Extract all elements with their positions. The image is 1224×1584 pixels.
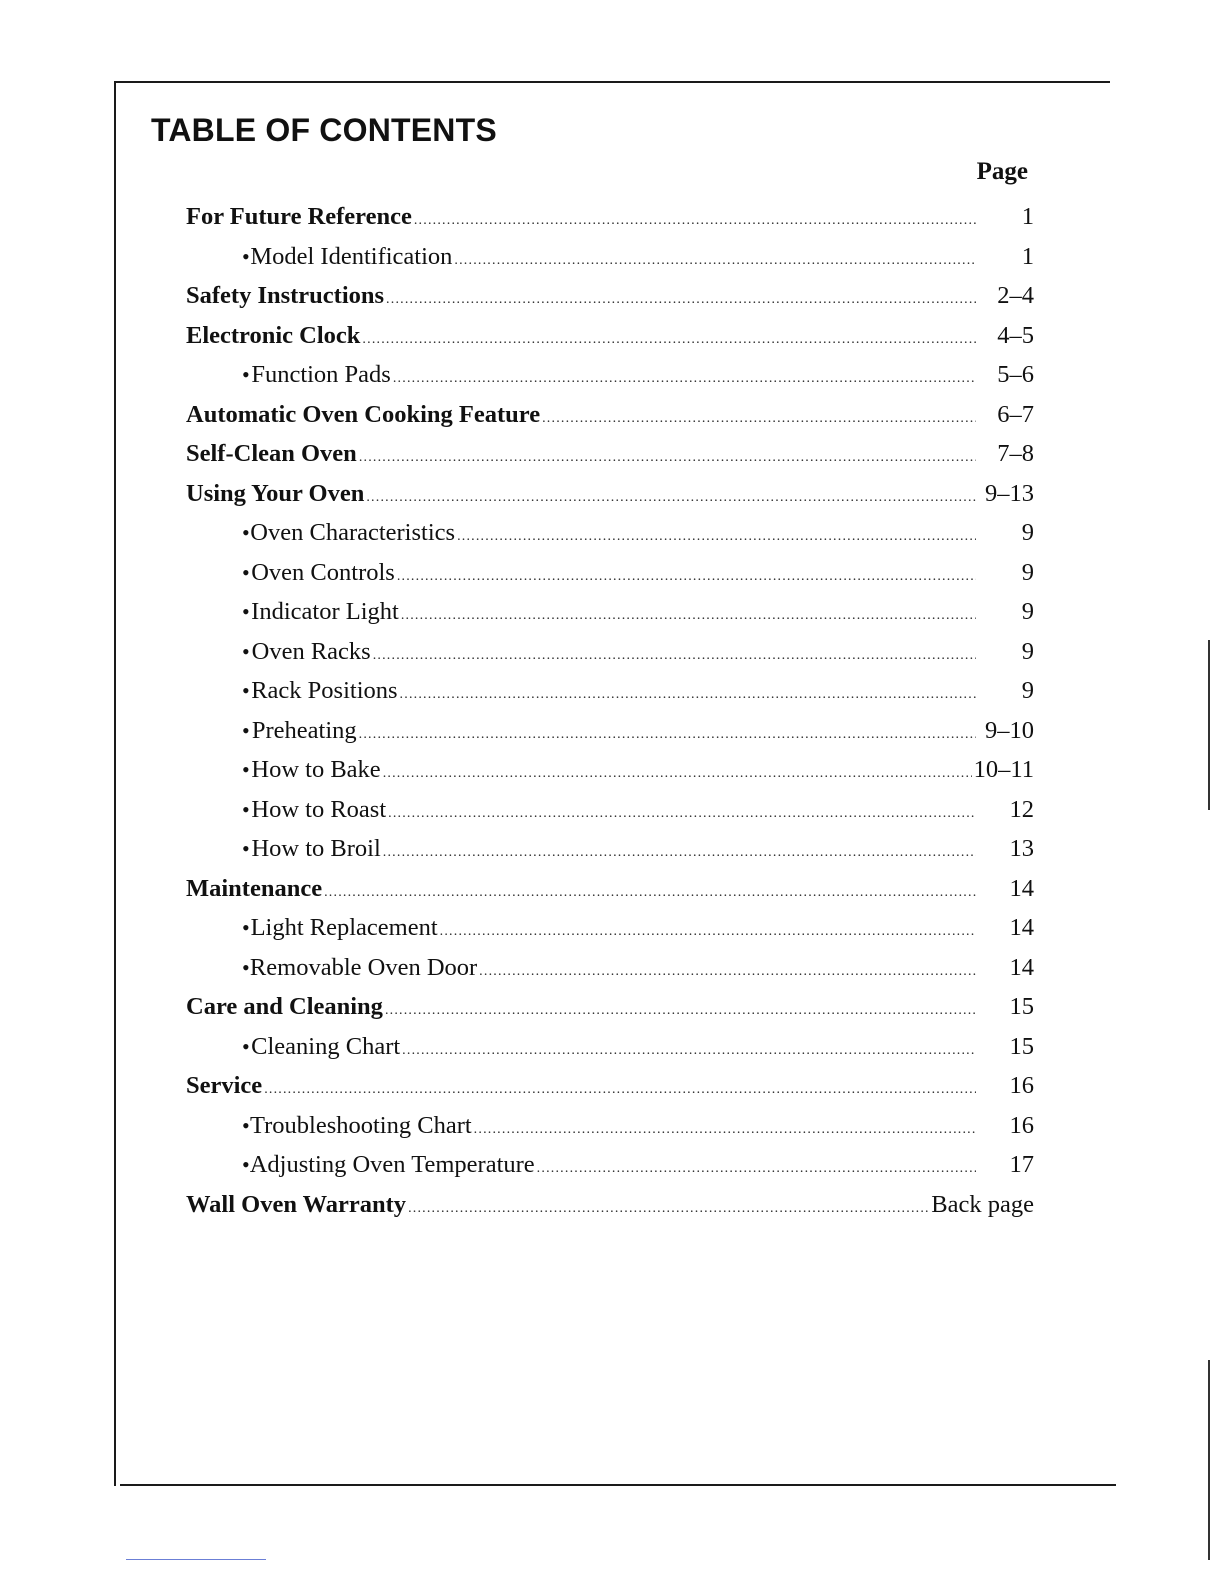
toc-subsection-row: [186, 750, 1034, 790]
toc-page-number: 15: [1009, 993, 1034, 1020]
bullet-icon: •: [242, 915, 250, 940]
toc-subsection-row: [186, 553, 1034, 593]
toc-section-row: [186, 197, 1034, 237]
toc-section-row: [186, 1185, 1034, 1225]
toc-page-number: 9–10: [985, 716, 1034, 744]
dot-leader: [408, 1189, 929, 1229]
toc-entry-label: Care and Cleaning: [186, 993, 383, 1020]
toc-page-number: 10–11: [973, 756, 1034, 783]
bullet-icon: •: [242, 717, 250, 743]
toc-page-number: 9–13: [985, 479, 1034, 507]
dot-leader: [542, 399, 976, 439]
toc-section-row: [186, 316, 1034, 356]
toc-page-number: 9: [1021, 598, 1034, 625]
bullet-icon: •: [242, 559, 250, 585]
dot-leader: [362, 320, 976, 360]
toc-entry-label: Electronic Clock: [186, 321, 361, 349]
dot-leader: [393, 359, 976, 399]
dot-leader: [400, 675, 976, 715]
toc-page-number: Back page: [931, 1190, 1034, 1218]
toc-subsection-row: [186, 513, 1034, 553]
dot-leader: [440, 912, 976, 952]
toc-subsection-row: [186, 1027, 1034, 1067]
dot-leader: [474, 1110, 976, 1150]
toc-entry-label: Light Replacement: [250, 914, 438, 941]
toc-page-number: 7–8: [997, 440, 1034, 467]
toc-section-row: [186, 869, 1034, 909]
dot-leader: [386, 280, 976, 320]
page-column-header: Page: [976, 158, 1028, 185]
dot-leader: [454, 241, 976, 281]
bullet-icon: •: [242, 954, 250, 980]
bullet-icon: •: [242, 243, 250, 269]
toc-page-number: 6–7: [997, 400, 1034, 428]
toc-entry-label: Indicator Light: [251, 598, 399, 625]
toc-page-number: 15: [1009, 1032, 1034, 1060]
toc-subsection-row: [186, 948, 1034, 988]
toc-page-number: 9: [1021, 637, 1034, 665]
toc-entry-label: Self-Clean Oven: [186, 440, 357, 467]
scan-edge-mark: [1208, 1360, 1210, 1560]
toc-section-row: [186, 434, 1034, 474]
toc-entry-label: How to Bake: [251, 756, 381, 783]
toc-subsection-row: [186, 790, 1034, 830]
toc-page-number: 13: [1009, 835, 1034, 862]
toc-entry-label: Cleaning Chart: [251, 1032, 401, 1060]
toc-subsection-row: [186, 1145, 1034, 1185]
dot-leader: [264, 1070, 976, 1110]
dot-leader: [397, 557, 976, 597]
bullet-icon: •: [242, 757, 250, 782]
toc-entry-label: How to Broil: [251, 835, 381, 862]
toc-entry-label: Oven Racks: [251, 637, 371, 665]
dot-leader: [383, 754, 972, 794]
toc-subsection-row: [186, 829, 1034, 869]
toc-entry-label: Function Pads: [251, 361, 391, 388]
dot-leader: [385, 991, 976, 1031]
toc-entry-label: Adjusting Oven Temperature: [249, 1151, 535, 1178]
toc-entry-label: Maintenance: [186, 874, 323, 902]
toc-subsection-row: [186, 711, 1034, 751]
toc-entry-label: Model Identification: [250, 242, 453, 270]
toc-entry-label: Preheating: [251, 716, 357, 744]
bullet-icon: •: [242, 362, 250, 387]
dot-leader: [373, 636, 976, 676]
toc-page-number: 2–4: [997, 282, 1034, 309]
top-border-rule: [114, 81, 1110, 83]
toc-page-number: 9: [1021, 677, 1034, 704]
bullet-icon: •: [242, 796, 250, 822]
toc-page-number: 9: [1021, 519, 1034, 546]
bullet-icon: •: [242, 1033, 250, 1059]
bullet-icon: •: [242, 638, 250, 664]
toc-page-number: 16: [1009, 1072, 1034, 1099]
toc-page-number: 5–6: [997, 361, 1034, 388]
toc-page-number: 12: [1009, 795, 1034, 823]
toc-page-number: 14: [1009, 874, 1034, 902]
toc-section-row: [186, 395, 1034, 435]
footer-blue-line: [126, 1559, 266, 1560]
dot-leader: [479, 952, 976, 992]
dot-leader: [457, 517, 976, 557]
dot-leader: [414, 201, 976, 241]
bullet-icon: •: [242, 836, 250, 861]
bullet-icon: •: [242, 1112, 250, 1138]
toc-page-number: 14: [1009, 914, 1034, 941]
toc-subsection-row: [186, 671, 1034, 711]
toc-entry-label: Wall Oven Warranty: [186, 1190, 407, 1218]
toc-list: [186, 197, 1034, 1224]
toc-entry-label: Service: [186, 1072, 263, 1099]
toc-entry-label: Automatic Oven Cooking Feature: [186, 400, 541, 428]
toc-page-number: 16: [1009, 1111, 1034, 1139]
dot-leader: [324, 873, 976, 913]
toc-entry-label: How to Roast: [251, 795, 387, 823]
toc-entry-label: Troubleshooting Chart: [250, 1111, 472, 1139]
toc-page-number: 1: [1021, 242, 1034, 270]
toc-subsection-row: [186, 1106, 1034, 1146]
page-title: TABLE OF CONTENTS: [151, 112, 497, 148]
dot-leader: [401, 596, 976, 636]
toc-subsection-row: [186, 632, 1034, 672]
toc-entry-label: For Future Reference: [186, 203, 412, 230]
toc-page-number: 4–5: [997, 321, 1034, 349]
toc-page-number: 9: [1021, 558, 1034, 586]
toc-subsection-row: [186, 237, 1034, 277]
toc-page-number: 1: [1021, 203, 1034, 230]
dot-leader: [388, 794, 976, 834]
toc-subsection-row: [186, 355, 1034, 395]
toc-subsection-row: [186, 592, 1034, 632]
dot-leader: [359, 715, 976, 755]
toc-page-number: 14: [1009, 953, 1034, 981]
bullet-icon: •: [242, 678, 250, 703]
toc-section-row: [186, 474, 1034, 514]
toc-section-row: [186, 276, 1034, 316]
toc-entry-label: Rack Positions: [251, 677, 398, 704]
toc-section-row: [186, 1066, 1034, 1106]
dot-leader: [537, 1149, 976, 1189]
dot-leader: [383, 833, 976, 873]
dot-leader: [402, 1031, 976, 1071]
bullet-icon: •: [242, 1152, 250, 1177]
toc-entry-label: Oven Controls: [251, 558, 395, 586]
toc-entry-label: Removable Oven Door: [249, 953, 478, 981]
bullet-icon: •: [242, 520, 250, 545]
toc-entry-label: Safety Instructions: [186, 282, 385, 309]
dot-leader: [359, 438, 976, 478]
toc-entry-label: Using Your Oven: [186, 479, 365, 507]
toc-subsection-row: [186, 908, 1034, 948]
left-border-rule: [114, 81, 116, 1486]
toc-section-row: [186, 987, 1034, 1027]
bottom-border-rule: [120, 1484, 1116, 1486]
toc-page-number: 17: [1009, 1151, 1034, 1178]
scan-edge-mark: [1208, 640, 1210, 810]
toc-entry-label: Oven Characteristics: [250, 519, 456, 546]
dot-leader: [366, 478, 976, 518]
bullet-icon: •: [242, 599, 250, 624]
